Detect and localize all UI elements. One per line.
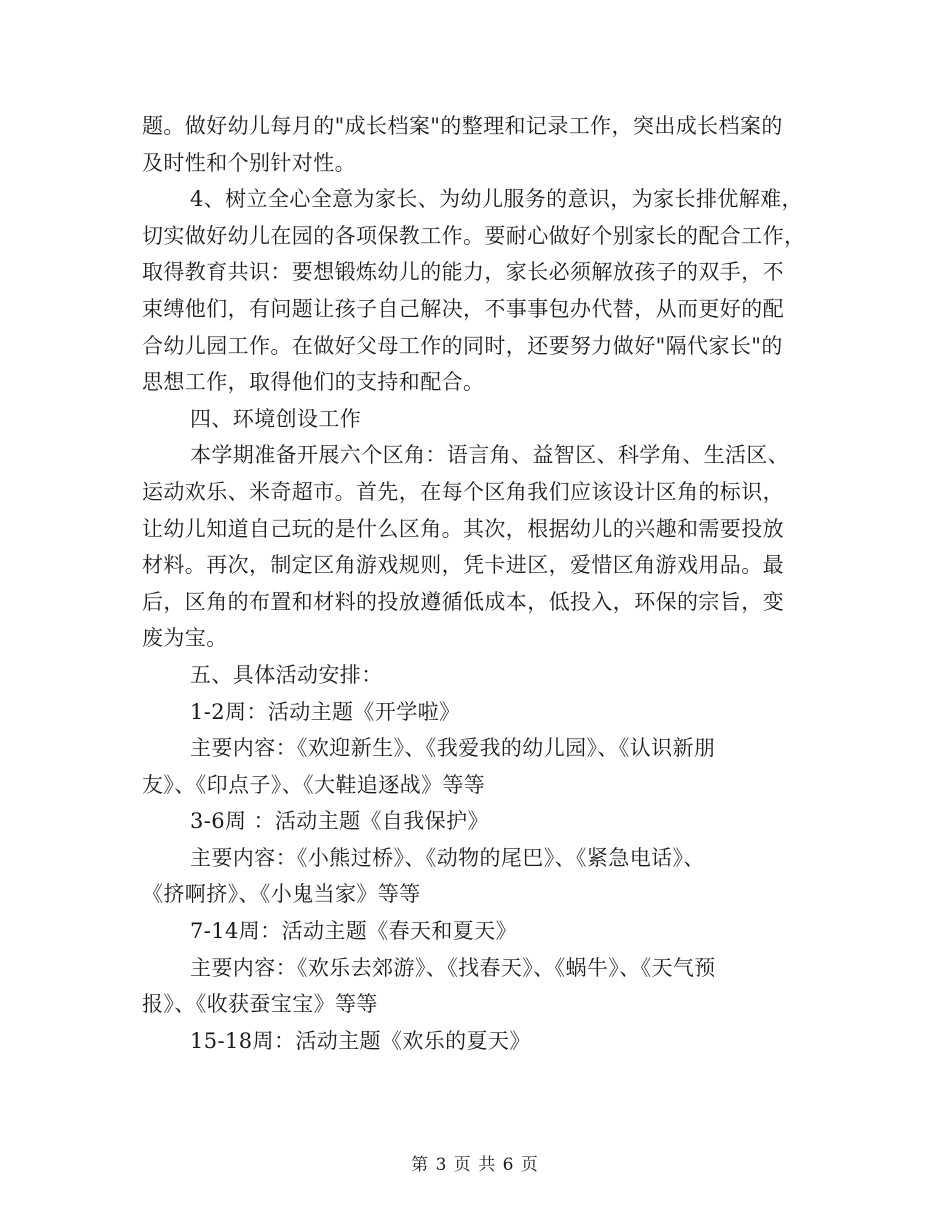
text-line: 主要内容：《欢乐去郊游》、《找春天》、《蜗牛》、《天气预	[190, 955, 716, 980]
text-line: 4、树立全心全意为家长、为幼儿服务的意识，为家长排优解难，	[190, 187, 803, 212]
text-line: 15-18周：活动主题《欢乐的夏天》	[190, 1028, 531, 1053]
text-line: 束缚他们，有问题让孩子自己解决，不事事包办代替，从而更好的配	[142, 296, 784, 321]
page-number-footer: 第 3 页 共 6 页	[411, 1155, 539, 1175]
text-line: 废为宝。	[142, 626, 228, 651]
text-line: 3-6周 ：活动主题《自我保护》	[190, 809, 489, 834]
text-line: 材料。再次，制定区角游戏规则，凭卡进区，爱惜区角游戏用品。最	[142, 553, 784, 578]
text-line: 题。做好幼儿每月的"成长档案"的整理和记录工作，突出成长档案的	[142, 114, 783, 138]
text-line: 友》、《印点子》、《大鞋追逐战》等等	[142, 772, 486, 797]
text-line: 1-2周：活动主题《开学啦》	[190, 699, 461, 724]
text-line: 让幼儿知道自己玩的是什么区角。其次，根据幼儿的兴趣和需要投放	[142, 516, 784, 541]
text-line: 本学期准备开展六个区角：语言角、益智区、科学角、生活区、	[190, 443, 790, 468]
text-line: 切实做好幼儿在园的各项保教工作。要耐心做好个别家长的配合工作，	[142, 223, 806, 248]
document-body	[142, 108, 812, 1059]
text-line: 《挤啊挤》、《小鬼当家》等等	[142, 882, 421, 907]
text-line: 后，区角的布置和材料的投放遵循低成本，低投入，环保的宗旨，变	[142, 589, 784, 614]
text-line: 7-14周：活动主题《春天和夏天》	[190, 919, 517, 944]
section-heading: 四、环境创设工作	[190, 406, 362, 431]
text-line: 及时性和个别针对性。	[142, 150, 356, 175]
text-line: 思想工作，取得他们的支持和配合。	[142, 370, 485, 395]
section-heading: 五、具体活动安排：	[190, 662, 383, 687]
text-line: 主要内容：《小熊过桥》、《动物的尾巴》、《紧急电话》、	[190, 845, 705, 870]
text-line: 报》、《收获蚕宝宝》等等	[142, 992, 378, 1017]
text-line: 主要内容：《欢迎新生》、《我爱我的幼儿园》、《认识新朋	[190, 736, 716, 761]
text-line: 合幼儿园工作。在做好父母工作的同时，还要努力做好"隔代家长"的	[142, 333, 783, 358]
text-line: 取得教育共识：要想锻炼幼儿的能力，家长必须解放孩子的双手，不	[142, 260, 784, 285]
text-line: 运动欢乐、米奇超市。首先，在每个区角我们应该设计区角的标识，	[142, 479, 784, 504]
